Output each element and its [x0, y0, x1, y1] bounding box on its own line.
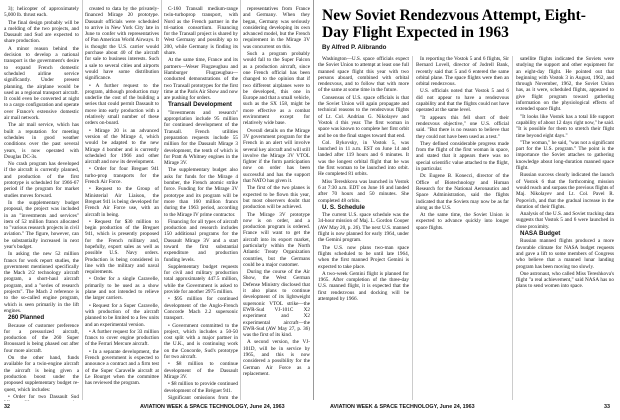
article-paragraph: A second version, the VJ-101D, will be in service by 1965, and this is now considered a possibility for the German Air Force as a replacement.	[243, 339, 310, 377]
left-footer-text: AVIATION WEEK & SPACE TECHNOLOGY, June 24, 1963	[140, 404, 285, 410]
article-paragraph: • Request for $30 million to begin production of the Breguet 941, which is presently proposed for the French military and, hopefully, export sales as well as possible U.S. Navy orders. Production is being considered in line with the military and naval requirements.	[85, 218, 159, 276]
section-subhead: NASA Budget	[520, 230, 561, 238]
right-page-column-1	[318, 56, 409, 398]
column-divider	[82, 0, 83, 400]
right-footer-text: AVIATION WEEK & SPACE TECHNOLOGY, June 24, 1963	[330, 404, 475, 410]
article-paragraph: At the same time, France and its partners—Weser Flugzeugbau and Hamburger Flugzeugbau—conducted demonstrations of the two Transall prototypes for the first time at the Paris Air Show and now are pushing for orders.	[164, 57, 238, 102]
article-paragraph: The supplementary budget also asks for funds for the Mirage 4 bomber, the French atomic strike force. Funding for the Mirage 3V prototype and its program will be more than 160 million francs during the 1963 period, according to the Mirage IV prime contractor.	[164, 167, 238, 218]
article-paragraph: Col. Bykovsky, in Vostok 5, was launched in 11 a.m. EST on June 14 and landed after 119 hours and 6 minutes. It was the longest orbital flight that he was the first woman to be launched into orbit. He completed 81 orbits.	[318, 139, 409, 178]
article-paragraph: U.S. officials noted that Vostok 5 and 6 did not appear to have a rendezvous capability and that the flights could not have operated at the same level.	[416, 88, 509, 114]
left-page-column-2	[85, 6, 159, 401]
article-paragraph: • Government committed to the project, which includes a 50-50 cost split with a major partner in the U.K., and is continuing work on the Concorde, Sud's prototype for two aircraft.	[164, 322, 238, 361]
right-page-column-2	[416, 56, 509, 398]
article-paragraph: Miss Tereshkova was launched in Vostok 6 at 7:30 a.m. EDT on June 16 and landed after 70 hours and 50 minutes. She completed 48 orbits.	[318, 178, 409, 204]
column-divider	[240, 0, 241, 400]
article-headline: New Soviet Rendezvous Attempt, Eight-Day Flight Expected in 1963	[322, 7, 586, 41]
article-paragraph: Overall details on the Mirage 3V government program for the French in an alert will involve several key aircraft and will still involve the Mirage 3V VTOL fighter if the form participation now on order has been successful and has the support that NATO has given it.	[243, 127, 310, 185]
article-paragraph: Consensus of U.S. space officials is that the Soviet Union will again propagate and technical reasons to the rendezvous flights of Lt. Col. Andrian G. Nikolayev and Vostok 4 this year. The first woman in space was known to complete her first orbit and be on the final stages toward that end.	[318, 94, 409, 139]
column-divider	[412, 56, 413, 400]
left-page-column-1	[4, 6, 79, 401]
article-paragraph: "It appears this fell short of their rendezvous objective," one U.S. official said. "But there is no reason to believe that they could not have been used as a test."	[416, 114, 509, 140]
column-divider	[512, 56, 513, 400]
article-paragraph: Because of customer preference for a pressurized aircraft, production of the 260 Super Broussard is being phased out after four more aircraft.	[4, 322, 79, 354]
article-paragraph: • Request to the Group of Ministerial Air Liaison, the Breguet 941 is being developed for French Air Force use, with an aircraft in being.	[85, 186, 159, 218]
right-page-column-3	[516, 56, 614, 398]
section-subhead: U. S. Schedule	[322, 203, 365, 211]
article-paragraph: Such a program probably would fall to the Super Falcon as a production aircraft, since one French official has been changed to the opinion that if two different airplanes were to be developed, this one in Europe and that a small vehicle, such as the SX 158, might be more effective as a combat environment except for relatively wide base.	[243, 51, 310, 127]
article-paragraph: The Mirage 3V prototype now is on order, and a production program is ordered. France will want to get the aircraft into its export market, particularly within the North Atlantic Treaty Organization countries, but the Germans could be a major customer.	[243, 211, 310, 268]
article-paragraph: created to data by the privately-financed Mirage 20 prototype. Dassault officials were scheduled to arrive in New York City late in June to confer with representatives of Pan American World Airways. It is thought the U.S. carrier would purchase about 40 of the aircraft for sale to business interests. Such a sale to several cities and airports would have some distribution significance.	[85, 6, 159, 82]
column-divider	[161, 0, 162, 400]
article-paragraph: "Investments and research" appropriation include 95 million for continued development of the Transall. French utilities preparation requests include 55 million for the Dassault Mirage 3 development, the tenth of which is for Pratt & Whitney engines in the Mirage 3V.	[164, 109, 238, 167]
article-paragraph: C-160 Transall medium-range twin-turboprop transport, with Nord as the French partner in the tri-nation consortium. Financing for the Transall project is shared by West Germany and possibly up to 200, while Germany is finding its share.	[164, 6, 238, 57]
article-paragraph: On the other hand, funds available for a twin-engine aircraft the aircraft is being given a production boost under the proposed supplementary budget re-quest, which includes:	[4, 355, 79, 393]
article-paragraph: • In a separate development, the French government is expected to announce a contract and a firm test of the Super Caravelle aircraft at Le Bourget when the committee has reviewed the program.	[85, 348, 159, 387]
article-paragraph: • $8 million to provide continued development of the Bréguet 941.	[164, 381, 238, 394]
article-paragraph: Dr. Eugene B. Konecci, director of the Office of Biotechnology and Human Research for the National Aeronautics and Space Administration, said the flights indicated that the Soviets may now be as far along as the U.S.	[416, 173, 509, 211]
left-page-column-3	[164, 6, 238, 401]
section-subhead: 260 Planned	[8, 314, 45, 322]
article-paragraph: • Mirage 20 is an advanced version of the Mirage 4, which would be adapted to the new Mirage 4 bomber and is currently scheduled for 1966 and other aircraft and now its development.	[85, 127, 159, 166]
article-paragraph: "It looks like Vostok has a total life support capability of about 12 days right now," he said. "It is possible for them to stretch their flight time beyond eight days."	[516, 113, 614, 139]
article-paragraph: They defined considerable progress made from the flight of the first woman in space, and stated that it appears there was no special scientific value attached to the flight, in particular.	[416, 140, 509, 173]
article-paragraph: • Order for four Breguet 941 turbo-prop transports for the French Air Force.	[85, 166, 159, 186]
article-paragraph: A minor reason behind the decision to develop a national transport is the government's desire to expand French domestic scheduled airline service significantly. Under present planning, the airplane would be used as a regional transport aircraft. It could even be converted at night to a cargo configuration and operate over France's extensive domestic air mail network.	[4, 45, 79, 122]
article-paragraph: A two-week Gemini flight is planned for 1965. After completion of the three-day U.S. manned flight, it is expected that the first rendezvous and docking will be attempted by 1966.	[318, 270, 409, 302]
right-page-number: 33	[604, 404, 610, 410]
article-paragraph: Russian manned flights produced a more favorable climate for NASA budget requests and gave a lift to some members of Congress who believe that a manned lunar landing program has been moving too slowly.	[516, 238, 614, 270]
left-page-number: 32	[4, 404, 10, 410]
article-paragraph: In reporting the Vostok 5 and 6 flights, Sir Bernard Lovell, director of Jodrell Bank, recently said that 5 and 6 entered the same orbital plane. The space flights were then an orbital rendezvous.	[416, 56, 509, 88]
article-paragraph: At the same time, the Soviet Union is expected to advance quickly into longer space flights.	[416, 212, 509, 231]
article-paragraph: Significant omissions from the	[168, 394, 238, 401]
article-paragraph: During the course of the Air Show, the West German Defense Ministry disclosed that it also plans to continue development of its lightweight supersonic VTOL strike—the EWR-Sud VJ-101C X2 experiment and X2 experimental aircraft—the EWR-Sud (AW May 27, p. 36) was the first of its kind.	[243, 269, 310, 339]
article-paragraph: Supplementary budget requests for civil and military production total approximately 447.5 million, while the Government is asked to provide for another 2975 million.	[164, 263, 238, 296]
article-paragraph: "The woman," he said, "was not a significant part for the U.S. program." The point is the importance the Soviet attaches to gathering knowledge about long-duration manned space flight.	[516, 139, 614, 172]
article-paragraph: Analysis of the U.S. and Soviet tracking data suggests that Vostok 5 and 6 were launched in close proximity.	[516, 211, 614, 230]
article-paragraph: • Request for a Super Caravelle, with production of the aircraft planned to be limited to a few units and an experimental version.	[85, 302, 159, 328]
article-paragraph: Washington—U.S. space officials expect the Soviet Union to attempt at least one full manned space flight this year with two persons aboard, combined with orbital rendezvous, and to follow that with more of the same at some time in the future.	[318, 56, 409, 94]
article-paragraph: representatives from France and Germany. When they began, Germany was seriously considering developing its own advanced model, but the French requirement in the Mirage 3V was concurrent on this.	[243, 6, 310, 50]
article-paragraph: The final design probably will be a melding of the two projects, and Dassault and Sud are expected to share production.	[4, 19, 79, 45]
article-paragraph: The U.S. now plans two-man space flights scheduled to be until late 1964, when the first manned Project Gemini is expected to take place.	[318, 244, 409, 270]
article-paragraph: 3); helicopter of approximately 5,000 lb. thrust each.	[4, 6, 79, 19]
article-paragraph: Russian success clearly indicated the launch of Vostok 6 that the forthcoming mission would reach and surpass the previous flights of Maj. Nikolayev and Lt. Col. Pavel R. Popovich, and that the gradual increase in the duration of their flights.	[516, 172, 614, 210]
article-paragraph: In the supplementary budget proposal, the project was included in an "investments and services" item of 52 million francs allocated to "various research projects in civil aviation." The figure, however, can be substantially increased in next year's budget.	[4, 199, 79, 250]
gutter-divider	[313, 0, 314, 400]
article-paragraph: The current U.S. space schedule was the 34-hour mission of Maj. L. Gordon Cooper (AW May 20, p. 26). The next U.S. manned flight is now planned for early 1964, under the Gemini program.	[318, 212, 409, 244]
article-paragraph: One astronaut, who called Miss Tereshkova's flight "a real achievement," said NASA has no plans to send women into space.	[516, 270, 614, 290]
article-paragraph: • $95 million for continued development of the Anglo-French Concorde Mach 2.2 supersonic transport.	[164, 296, 238, 322]
article-paragraph: No crash program has developed if the aircraft is currently planned, and production of the first prototype is scheduled for 1966-67 period if the program for market studies moves forward.	[4, 161, 79, 199]
article-paragraph: satellite flights indicated the Soviets were studying the support and other equipment for an eight-day flight. He pointed out that beginning with Vostok 3 in August, 1962, and through November, 1962, the Soviet Union has, as it were, scheduled flights, appeared to give flight program toward gathering information on the physiological effects of extended space flight.	[516, 56, 614, 113]
article-paragraph: • A further request for 33 million francs to cover engine production of the Ferrari Mercure aircraft.	[85, 328, 159, 348]
article-paragraph: The first of the two planes is expected to be flown this year, but most observers doubt that production will be achieved.	[243, 185, 310, 211]
section-subhead: Transall Development	[168, 101, 232, 109]
article-paragraph: • $8 million to continue development of the Dassault Mirage 3V.	[164, 361, 238, 380]
article-paragraph: Financing for all types of aircraft production and research includes 150 additional programs for the Dassault Mirage 3V and a start toward the first substantial expenditure and production funding levels.	[164, 218, 238, 263]
article-paragraph: In asking the new 52 million francs for work report studies, the government mentioned specifically the Mach 2/2 technology aircraft program, a short-haul aircraft program, and a "series of research projects". The Mach 2 reference is to the so-called engine program, which is seen primarily in the lift engines.	[4, 251, 79, 314]
article-paragraph: • Order for a single Caravelle, primarily to be used as a show plane and not intended to relieve the larger carriers.	[85, 276, 159, 302]
left-page-column-4	[243, 6, 310, 401]
article-byline: By Alfred P. Alibrando	[322, 44, 387, 51]
article-paragraph: • A further request to the program, although production may underlie the cost of the building a series that could permit Dassault to move into early production with a relatively small number of these orders on-board.	[85, 82, 159, 127]
article-paragraph: The air mail service, which has built a reputation for meeting schedules in good weather conditions over the past several years, is now operated with Douglas DC-3s.	[4, 122, 79, 160]
article-paragraph: • Order for two Dassault Sud	[8, 393, 79, 400]
